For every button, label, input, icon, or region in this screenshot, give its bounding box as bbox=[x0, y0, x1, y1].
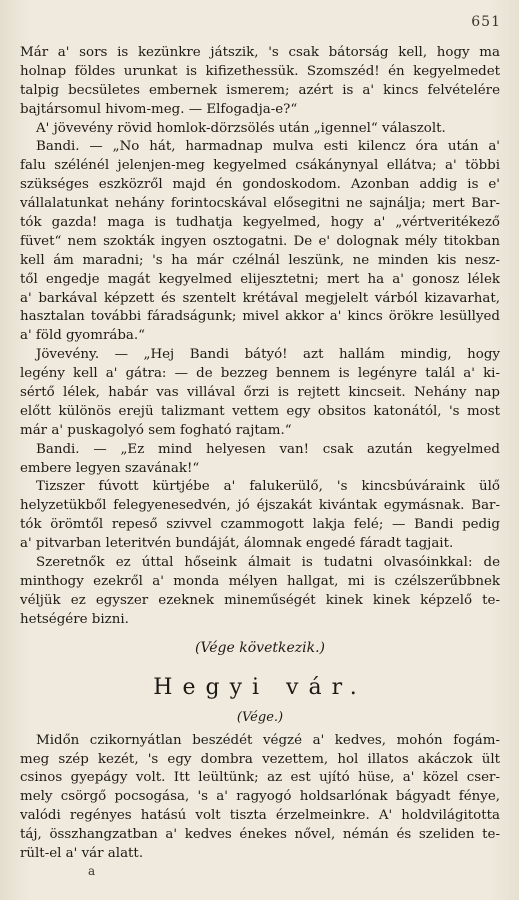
body-text bbox=[20, 44, 500, 864]
text-line: helyzetükből felegyenesedvén, jó éjszakát kivántak egymásnak. Bar- bbox=[20, 498, 500, 514]
text-line: hetségére bizni. bbox=[20, 611, 129, 627]
text-line: holnap földes urunkat is kifizethessük. Szomszéd! én kegyelmedet bbox=[20, 63, 500, 79]
text-line: mely csörgő pocsogása, 's a' ragyogó holdsarlónak bágyadt fénye, bbox=[20, 789, 500, 805]
text-line: Szeretnők ez úttal hőseink álmait is tudatni olvasóinkkal: de bbox=[36, 555, 500, 571]
text-line: táj, összhangzatban a' kedves énekes nővel, némán és szeliden te- bbox=[20, 827, 500, 843]
paragraph bbox=[20, 44, 500, 120]
text-line: a' barkával képzett és szentelt krétával megjelelt várból kizavarhat, bbox=[20, 290, 500, 306]
text-line: Midőn czikornyátlan beszédét végzé a' kedves, mohón fogám- bbox=[36, 732, 500, 748]
text-line: kell ám maradni; 's ha már czélnál leszünk, ne minden kis nesz- bbox=[20, 252, 500, 268]
text-line: füvet“ nem szokták ingyen osztogatni. De e' dolognak mély titokban bbox=[20, 233, 500, 249]
text-line: véljük ez egyszer ezeknek mineműségét kinek kinek képzelő te- bbox=[20, 592, 500, 608]
text-line: Tizszer fúvott kürtjébe a' falukerülő, 's kincsbúváraink ülő bbox=[36, 479, 500, 495]
text-line: tók gazda! maga is tudhatja kegyelmed, hogy a' „vértveritékező bbox=[20, 215, 500, 231]
paragraph bbox=[20, 441, 500, 479]
text-line: már a' puskagolyó sem fogható rajtam.“ bbox=[20, 422, 292, 438]
text-line: bajtársomul hivom-meg. — Elfogadja-e?“ bbox=[20, 101, 298, 117]
section-subtitle: (Vége.) bbox=[236, 709, 284, 725]
text-line: talpig becsületes embernek ismerem; azért is a' kincs felvételére bbox=[20, 82, 500, 98]
text-line: szükséges eszközről majd én gondoskodom. Azonban addig is e' bbox=[20, 177, 500, 193]
paragraph bbox=[20, 478, 500, 554]
text-line: előtt különös erejü talizmant vettem egy obsitos katonától, 's most bbox=[20, 403, 500, 419]
page-number: 651 bbox=[471, 14, 501, 30]
text-line: hasztalan további fáradságunk; mivel akkor a' kincs örökre lesüllyed bbox=[20, 309, 500, 325]
text-line: valódi regényes hatású volt tiszta érzelmeinkre. A' holdvilágitotta bbox=[20, 808, 500, 824]
text-line: falu szélénél jelenjen-meg kegyelmed csákánynyal ellátva; a' többi bbox=[20, 158, 500, 174]
text-line: Jövevény. — „Hej Bandi bátyó! azt hallám mindig, hogy bbox=[36, 347, 500, 363]
signature-mark: a bbox=[88, 864, 96, 878]
continuation-note: (Vége következik.) bbox=[194, 639, 326, 656]
text-line: meg szép kezét, 's egy dombra vezettem, hol illatos akáczok ült bbox=[20, 751, 500, 767]
text-line: rült-el a' vár alatt. bbox=[20, 845, 144, 861]
paragraph bbox=[20, 346, 500, 440]
text-line: minthogy ezekről a' monda mélyen hallgat, mi is czélszerűbbnek bbox=[20, 573, 500, 589]
text-line: től engedje magát kegyelmed elijesztetni; mert ha a' gonosz lélek bbox=[20, 271, 500, 287]
paragraph bbox=[20, 138, 500, 346]
text-line: a' pitvarban leteritvén bundáját, álomnak engedé fáradt tagjait. bbox=[20, 536, 454, 552]
text-line: tók örömtől repeső szivvel czammogott lakja felé; — Bandi pedig bbox=[20, 517, 500, 533]
text-line: Bandi. — „Ez mind helyesen van! csak azután kegyelmed bbox=[36, 441, 500, 457]
text-line: A' jövevény rövid homlok-dörzsölés után „igennel“ válaszolt. bbox=[36, 120, 446, 136]
text-line: csinos gyepágy volt. Itt leültünk; az est ujító hüse, a' közel cser- bbox=[20, 770, 500, 786]
text-line: Már a' sors is kezünkre játszik, 's csak bátorság kell, hogy ma bbox=[20, 45, 500, 60]
text-line: vállalatunkat nehány forintocskával elősegitni ne sajnálja; mert Bar- bbox=[20, 196, 500, 212]
text-line: embere legyen szavának!“ bbox=[20, 460, 200, 476]
section-title: Hegyi vár. bbox=[153, 674, 367, 700]
paragraph bbox=[20, 120, 500, 139]
text-line: legény kell a' gátra: — de bezzeg bennem is legényre talál a' ki- bbox=[20, 366, 500, 382]
text-line: sértő lélek, habár vas villával őrzi is rejtett kincseit. Nehány nap bbox=[20, 385, 500, 401]
text-line: Bandi. — „No hát, harmadnap mulva esti kilencz óra után a' bbox=[36, 139, 500, 155]
text-line: a' föld gyomrába.“ bbox=[20, 328, 145, 344]
paragraph bbox=[20, 732, 500, 864]
paragraph bbox=[20, 554, 500, 630]
